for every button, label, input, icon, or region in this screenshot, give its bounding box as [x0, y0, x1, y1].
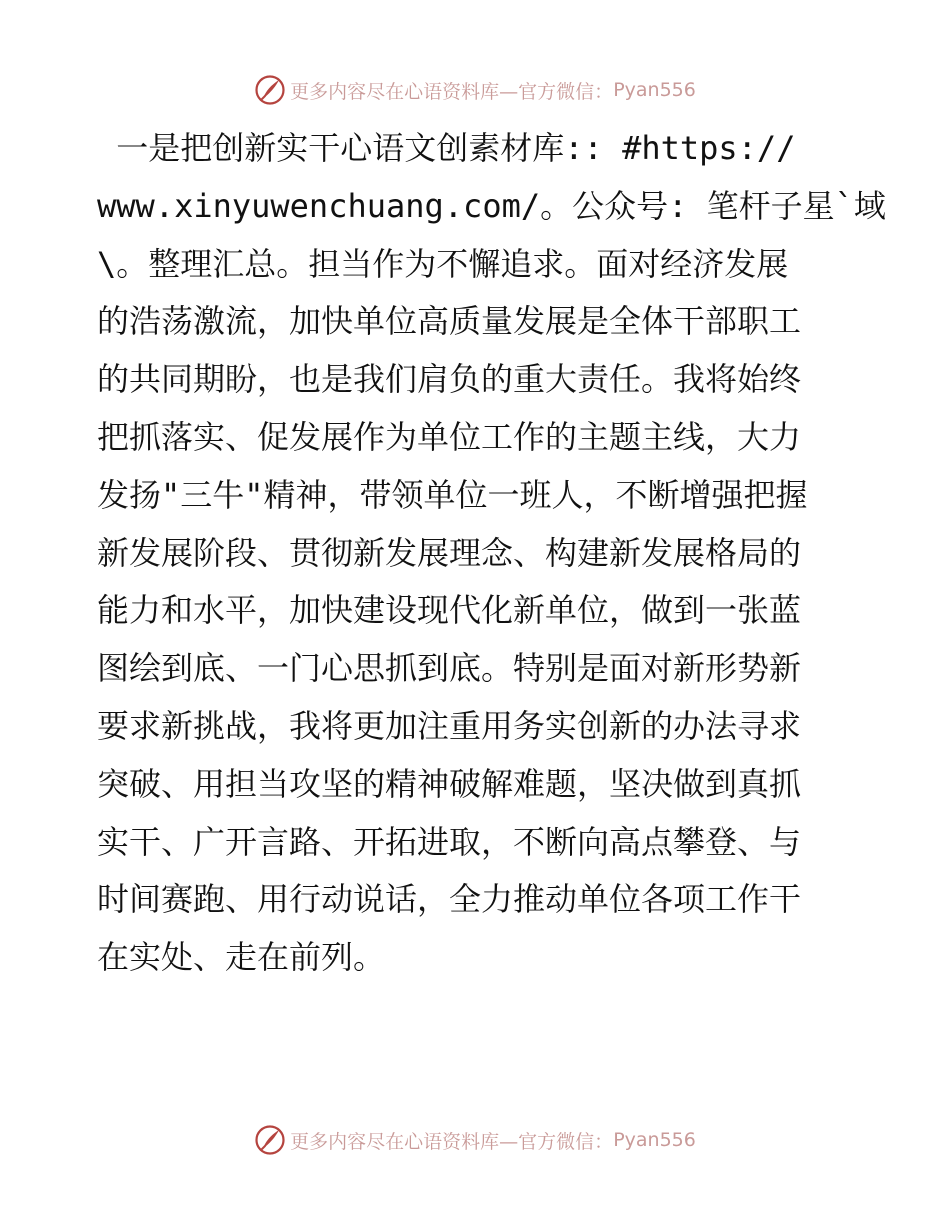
- quill-pen-logo-icon: [254, 1124, 286, 1156]
- body-line: 时间赛跑、用行动说话，全力推动单位各项工作干: [97, 880, 802, 919]
- body-line: 能力和水平，加快建设现代化新单位，做到一张蓝: [97, 591, 802, 630]
- body-line: 一是把创新实干心语文创素材库:: #https://: [97, 129, 796, 167]
- body-paragraph: [97, 120, 886, 987]
- banner-wechat-id: Pyan556: [613, 79, 696, 101]
- banner-wechat-id: Pyan556: [613, 1129, 696, 1151]
- body-line: 实干、广开言路、开拓进取，不断向高点攀登、与: [97, 822, 802, 861]
- body-line: 突破、用担当攻坚的精神破解难题，坚决做到真抓: [97, 764, 802, 803]
- banner-separator: —官方微信：: [499, 80, 614, 103]
- body-line: 新发展阶段、贯彻新发展理念、构建新发展格局的: [97, 533, 802, 572]
- banner-site-name: 更多内容尽在心语资料库: [290, 80, 500, 103]
- header-banner: [0, 70, 950, 110]
- banner-separator: —官方微信：: [499, 1130, 614, 1153]
- body-line: 把抓落实、促发展作为单位工作的主题主线，大力: [97, 417, 802, 456]
- body-line: 图绘到底、一门心思抓到底。特别是面对新形势新: [97, 649, 802, 688]
- body-line: 的浩荡激流，加快单位高质量发展是全体干部职工: [97, 302, 802, 341]
- quill-pen-logo-icon: [254, 74, 286, 106]
- body-line: www.xinyuwenchuang.com/。公众号: 笔杆子星`域: [97, 186, 886, 225]
- body-line: 在实处、走在前列。: [97, 938, 386, 977]
- body-line: 的共同期盼，也是我们肩负的重大责任。我将始终: [97, 360, 802, 399]
- footer-banner: [0, 1120, 950, 1160]
- body-line: 要求新挑战，我将更加注重用务实创新的办法寻求: [97, 706, 802, 745]
- body-line: 发扬"三牛"精神，带领单位一班人，不断增强把握: [97, 475, 808, 514]
- banner-site-name: 更多内容尽在心语资料库: [290, 1130, 500, 1153]
- body-line: \。整理汇总。担当作为不懈追求。面对经济发展: [97, 244, 789, 283]
